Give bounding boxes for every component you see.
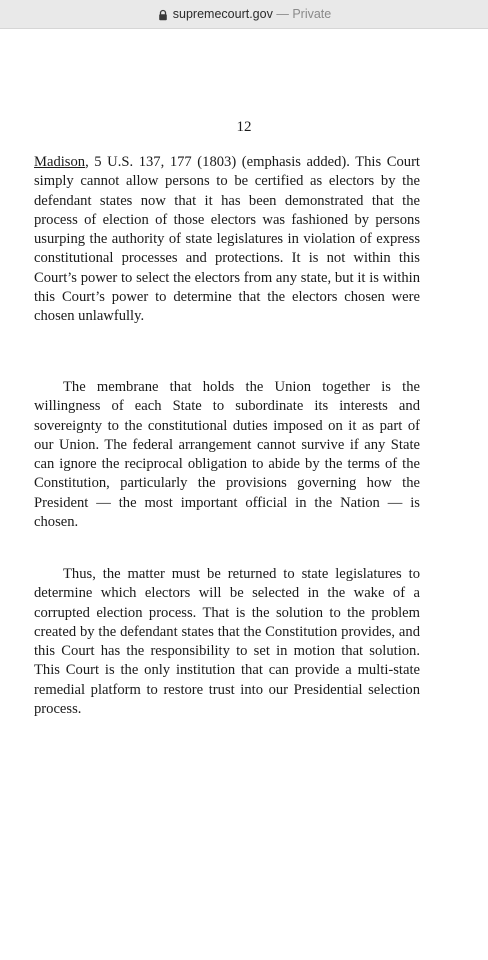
browser-address-bar[interactable]: [0, 0, 488, 29]
private-mode-label: Private: [292, 7, 332, 21]
document-page: [0, 29, 488, 960]
paragraph-2: The membrane that holds the Union together is the willingness of each State to subordinate its interests and sovereignty to the constitutional duties imposed on it as part of our Union. The federal arrangement cannot survive if any State can ignore the reciprocal obligation to abide by the terms of the Constitution, particularly the provisions governing how the President — the most important official in the Nation — is chosen.: [34, 379, 420, 531]
page-number: 12: [236, 119, 252, 135]
paragraph-3: Thus, the matter must be returned to state legislatures to determine which electors will be selected in the wake of a corrupted election process. That is the solution to the problem created by the defendant states that the Constitution provides, and this Court has the responsibility to set in motion that solution. This Court is the only institution that can provide a multi-state remedial platform to restore trust into our Presidential selection process.: [34, 566, 420, 718]
url-domain: supremecourt.gov: [172, 7, 273, 21]
lock-icon: [157, 9, 169, 21]
case-citation: Madison: [34, 154, 86, 170]
paragraph-1-text: , 5 U.S. 137, 177 (1803) (emphasis added). This Court simply cannot allow persons to be certified as electors by the defendant states now that it has been demonstrated that the process of election of those electors was fashioned by persons usurping the authority of state legislatures in violation of express constitutional processes and protections. It is not within this Court’s power to select the electors from any state, but it is within this Court’s power to determine that the electors chosen were chosen unlawfully.: [34, 154, 420, 325]
paragraph-1: [34, 153, 420, 327]
url-separator: —: [276, 7, 289, 21]
